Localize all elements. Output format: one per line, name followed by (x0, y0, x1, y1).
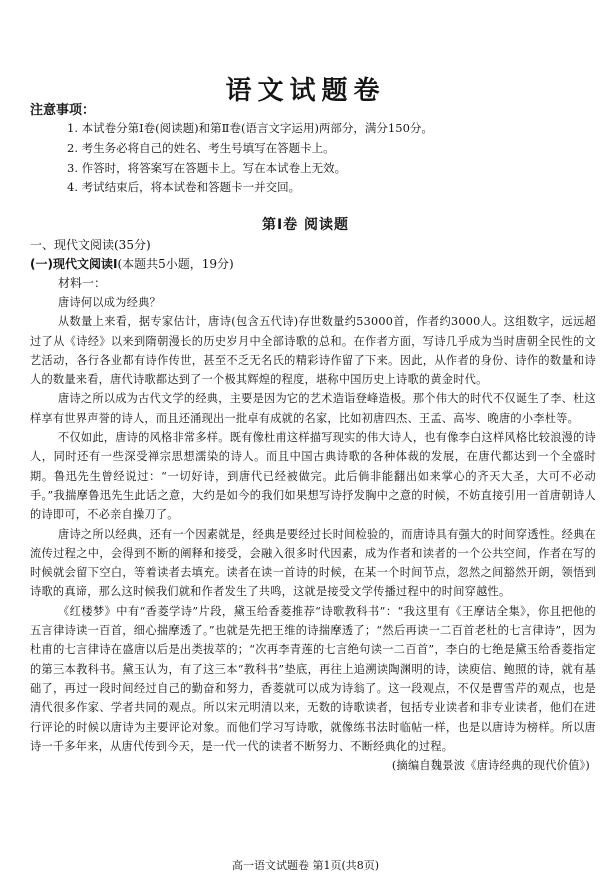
notice-heading: 注意事项： (30, 103, 96, 118)
page-footer: 高一语文试题卷 第1页(共8页) (231, 859, 380, 872)
section-title: 第Ⅰ卷 阅读题 (261, 217, 350, 233)
notice-list (67, 119, 587, 198)
reading-passage (30, 293, 596, 775)
passage-source: (摘编自魏景波《唐诗经典的现代价值》) (391, 759, 590, 773)
passage-paragraph: 唐诗之所以经典，还有一个因素就是，经典是要经过长时间检验的，而唐诗具有强大的时间穿透性。经典在流传过程之中，会得到不断的阐释和接受，会融入很多时代因素，成为作者和读者的一个公共空间，作者在写的时候就会留下空白，等着读者去填充。读者在读一首诗的时候，在某一个时间节点，忽然之间豁然开朗，领悟到诗歌的真谛，那么这时候我们就和作者发生了共鸣，这就是接受文学传播过程中的时间穿越性。 (30, 527, 596, 599)
notice-item: 3. 作答时，将答案写在答题卡上。写在本试卷上无效。 (67, 160, 347, 175)
passage-paragraph: 《红楼梦》中有“香菱学诗”片段，黛玉给香菱推荐“诗歌教科书”：“我这里有《王摩诘全集》，你且把他的五言律诗读一百首，细心揣摩透了。”也就是先把王维的诗揣摩透了；“然后再读一二百首老杜的七言律诗”，因为杜甫的七言律诗在盛唐以后是出类拔萃的；“次再李青莲的七言绝句读一二百首”，李白的七绝是黛玉给香菱指定的第三本教科书。黛玉认为，有了这三本“教科书”垫底，再往上追溯读陶渊明的诗，读庾信、鲍照的诗，就有基础了，再过一段时间经过自己的勤奋和努力，香菱就可以成为诗翁了。这一段观点，不仅是曹雪芹的观点，也是清代很多作家、学者共同的观点。所以宋元明清以来，无数的诗歌读者，包括专业读者和非专业读者，他们在进行评论的时候以唐诗为主要评论对象。而他们学习写诗歌，就像练书法时临帖一样，也是以唐诗为榜样。所以唐诗一千多年来，从唐代传到今天，是一代一代的读者不断努力、不断经典化的过程。 (30, 604, 596, 753)
subpart-label: (一)现代文阅读Ⅰ (30, 257, 118, 271)
passage-paragraph: 从数量上来看，据专家估计，唐诗(包含五代诗)存世数量约53000首，作者约3000人。这组数字，远远超过了从《诗经》以来到隋朝漫长的历史岁月中全部诗歌的总和。在作者方面，写诗几乎成为当时唐朝全民性的文艺活动，各行各业都有诗作传世，甚至不乏无名氏的精彩诗作留了下来。因此，从作者的身份、诗作的数量和诗人的数量来看，唐代诗歌都达到了一个极其辉煌的程度，堪称中国历史上诗歌的黄金时代。 (30, 315, 596, 387)
passage-paragraph: 唐诗何以成为经典？ (58, 296, 161, 309)
passage-paragraph: 唐诗之所以成为古代文学的经典，主要是因为它的艺术造诣登峰造极。那个伟大的时代不仅诞生了李、杜这样享有世界声誉的诗人，而且还涌现出一批卓有成就的名家，比如初唐四杰、王孟、高岑、晚唐的小李杜等。 (30, 392, 596, 425)
subpart-heading (30, 255, 234, 272)
notice-item: 4. 考试结束后，将本试卷和答题卡一并交回。 (67, 180, 301, 195)
material-label: 材料一： (58, 276, 107, 290)
notice-item: 2. 考生务必将自己的姓名、考生号填写在答题卡上。 (67, 140, 335, 155)
notice-item: 1. 本试卷分第Ⅰ卷(阅读题)和第Ⅱ卷(语言文字运用)两部分，满分150分。 (67, 121, 433, 135)
subpart-note: (本题共5小题，19分) (117, 257, 234, 271)
page-title: 语文试题卷 (225, 76, 386, 106)
part-heading: 一、现代文阅读(35分) (30, 238, 151, 252)
passage-paragraph: 不仅如此，唐诗的风格非常多样。既有像杜甫这样描写现实的伟大诗人，也有像李白这样风格比较浪漫的诗人，同时还有一些深受禅宗思想濡染的诗人。而且中国古典诗歌的各种体裁的发展，在唐代都达到一个全盛时期。鲁迅先生曾经说过：“一切好诗，到唐代已经被做完。此后倘非能翻出如来掌心的齐天大圣，大可不必动手。”我揣摩鲁迅先生此话之意，大约是如今的我们如果想写诗抒发胸中之意的时候，不妨直接引用一首唐朝诗人的诗即可，不必亲自操刀了。 (30, 431, 596, 522)
